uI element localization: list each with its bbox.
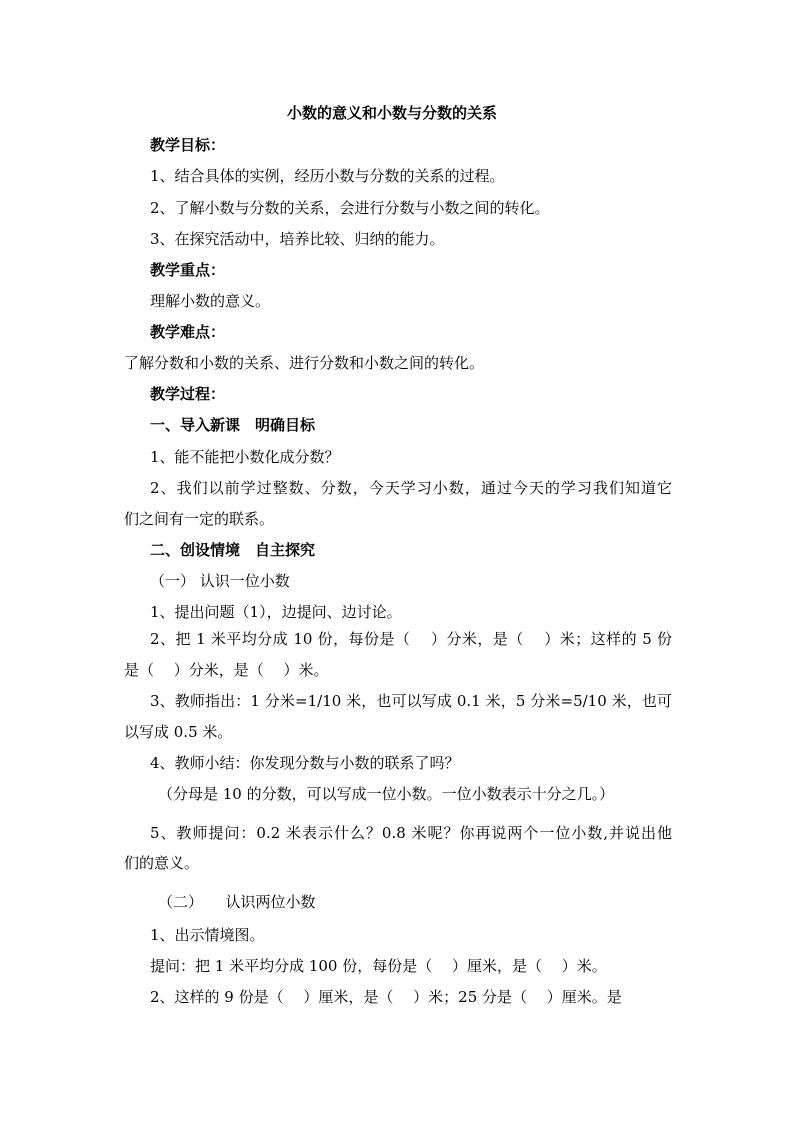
section1-heading: 一、导入新课 明确目标 [150, 416, 316, 434]
subsection1-item: 是（ ）分米，是（ ）米。 [124, 661, 329, 679]
subsection2-item: 1、出示情境图。 [150, 926, 265, 944]
subsection1-item: 4、教师小结：你发现分数与小数的联系了吗？ [150, 754, 460, 772]
subsection1-item: 1、提出问题（1），边提问、边讨论。 [150, 603, 402, 621]
subsection1-item: （分母是 10 的分数，可以写成一位小数。一位小数表示十分之几。） [158, 785, 615, 803]
subsection1-item: 以写成 0.5 米。 [124, 723, 233, 741]
section1-item: 们之间有一定的联系。 [124, 510, 275, 528]
difficulty-text: 了解分数和小数的关系、进行分数和小数之间的转化。 [124, 354, 485, 372]
goals-heading: 教学目标： [150, 136, 226, 154]
subsection1-item: 2、把 1 米平均分成 10 份，每份是（ ）分米，是（ ）米；这样的 5 份 [150, 630, 672, 648]
key-heading: 教学重点： [150, 261, 226, 279]
goal-item: 2、了解小数与分数的关系，会进行分数与小数之间的转化。 [150, 199, 550, 217]
goal-item: 1、结合具体的实例，经历小数与分数的关系的过程。 [150, 167, 505, 185]
subsection2-heading: （二） 认识两位小数 [158, 893, 316, 911]
difficulty-heading: 教学难点： [150, 323, 226, 341]
subsection1-item: 3、教师指出：1 分米=1/10 米，也可以写成 0.1 米，5 分米=5/10 米，也可 [150, 692, 672, 710]
subsection1-item: 们的意义。 [124, 854, 200, 872]
subsection2-item: 2、这样的 9 份是（ ）厘米，是（ ）米；25 分是（ ）厘米。是 [150, 988, 622, 1006]
document-title: 小数的意义和小数与分数的关系 [287, 104, 498, 122]
subsection1-heading: （一） 认识一位小数 [150, 572, 290, 590]
key-text: 理解小数的意义。 [150, 292, 271, 310]
subsection2-item: 提问：把 1 米平均分成 100 份，每份是（ ）厘米，是（ ）米。 [150, 957, 607, 975]
goal-item: 3、在探究活动中，培养比较、归纳的能力。 [150, 230, 445, 248]
subsection1-item: 5、教师提问：0.2 米表示什么？0.8 米呢？你再说两个一位小数,并说出他 [150, 824, 672, 842]
process-heading: 教学过程： [150, 385, 226, 403]
section1-item: 1、能不能把小数化成分数？ [150, 448, 340, 466]
section1-item: 2、我们以前学过整数、分数，今天学习小数，通过今天的学习我们知道它 [150, 479, 672, 497]
section2-heading: 二、创设情境 自主探究 [150, 541, 316, 559]
